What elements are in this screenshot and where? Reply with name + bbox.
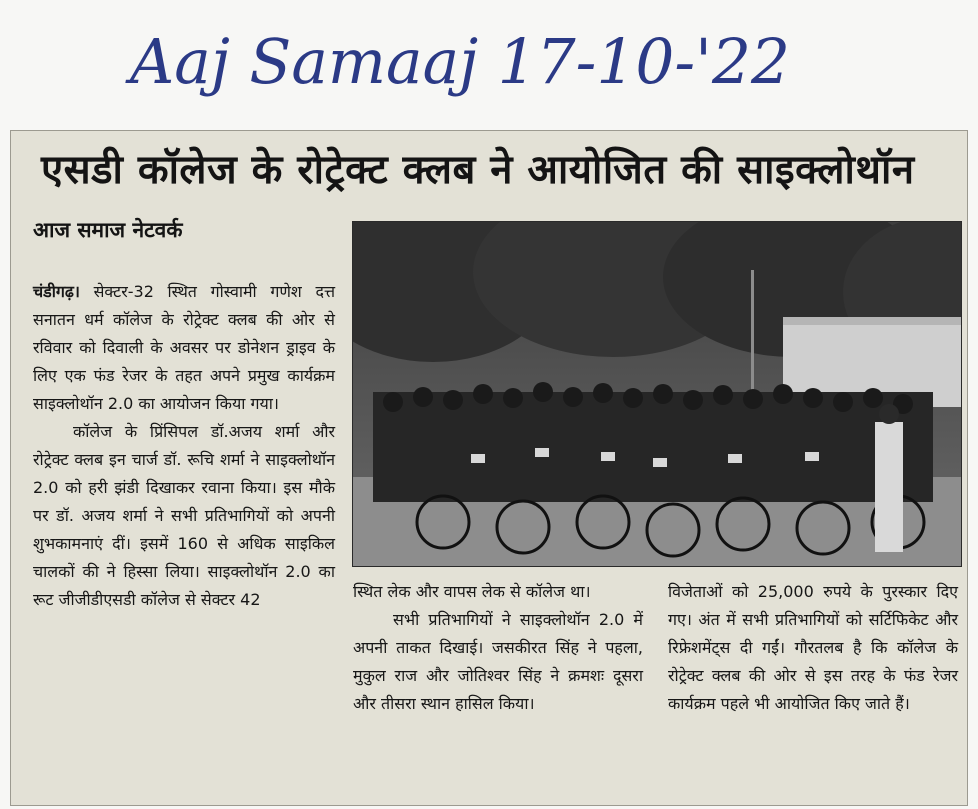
article-paragraph: कॉलेज के प्रिंसिपल डॉ.अजय शर्मा और रोट्रेक्ट क्लब इन चार्ज डॉ. रूचि शर्मा ने साइक्लोथॉन 2.0 को हरी झंडी दिखाकर रवाना किया। इस मौके पर डॉ. अजय शर्मा ने सभी प्रतिभागियों को अपनी शुभकामनाएं दीं। इसमें 160 से अधिक साइकिल चालकों की ने हिस्सा लिया। साइक्लोथॉन 2.0 का रूट जीजीडीएसडी कॉलेज से सेक्टर 42 xyxy=(33,422,335,609)
newspaper-clipping xyxy=(10,130,968,806)
article-paragraph: विजेताओं को 25,000 रुपये के पुरस्कार दिए गए। अंत में सभी प्रतिभागियों को सर्टिफिकेट और रिफ्रेशमेंट्स दी गईं। गौरतलब है कि कॉलेज के रोट्रेक्ट क्लब की ओर से इस तरह के फंड रेजर कार्यक्रम पहले भी आयोजित किए जाते हैं। xyxy=(668,582,958,713)
article-photo xyxy=(352,221,962,567)
article-column-3 xyxy=(668,578,958,718)
article-paragraph: स्थित लेक और वापस लेक से कॉलेज था। xyxy=(353,582,591,601)
cyclists-photo-illustration xyxy=(353,222,962,567)
article-paragraph: सभी प्रतिभागियों ने साइक्लोथॉन 2.0 में अपनी ताकत दिखाई। जसकीरत सिंह ने पहला, मुकुल राज और जोतिश्वर सिंह ने क्रमशः दूसरा और तीसरा स्थान हासिल किया। xyxy=(353,610,643,713)
article-headline: एसडी कॉलेज के रोट्रेक्ट क्लब ने आयोजित की साइक्लोथॉन xyxy=(41,147,915,193)
article-column-1 xyxy=(33,278,335,614)
article-byline: आज समाज नेटवर्क xyxy=(33,218,183,242)
article-paragraph: चंडीगढ़। सेक्टर-32 स्थित गोस्वामी गणेश दत्त सनातन धर्म कॉलेज के रोट्रेक्ट क्लब की ओर से रविवार को दिवाली के अवसर पर डोनेशन ड्राइव के लिए एक फंड रेजर के तहत अपने प्रमुख कार्यक्रम साइक्लोथॉन 2.0 का आयोजन किया गया। xyxy=(33,282,335,413)
article-column-2 xyxy=(353,578,643,718)
handwritten-note-text: Aaj Samaaj 17-10-'22 xyxy=(125,25,791,98)
handwritten-note xyxy=(120,8,820,118)
article-dateline: चंडीगढ़। xyxy=(33,282,80,301)
